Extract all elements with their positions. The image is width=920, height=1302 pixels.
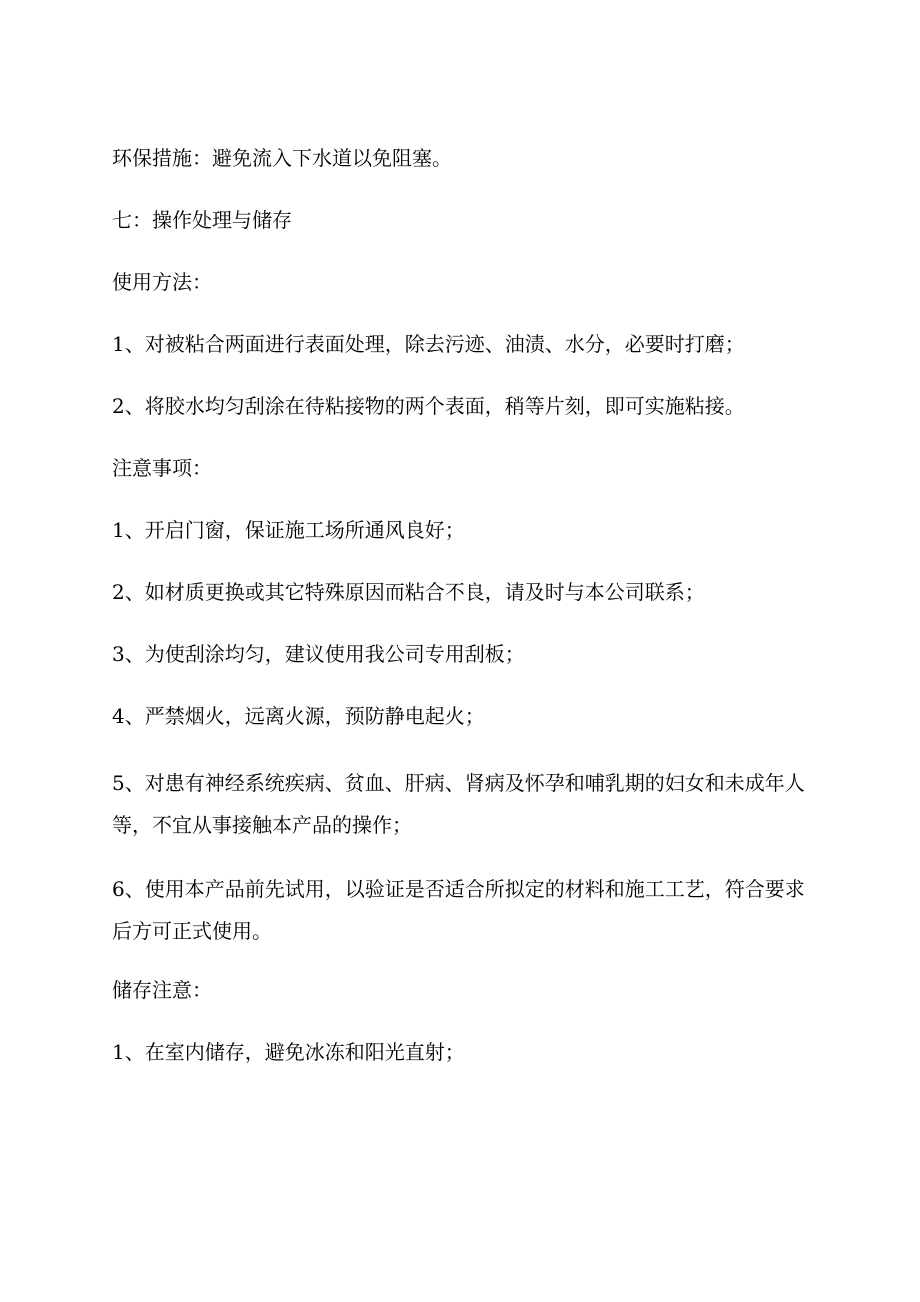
usage-method-heading: 使用方法： [112,270,212,294]
env-measures-paragraph: 环保措施：避免流入下水道以免阻塞。 [112,146,452,170]
usage-step-2: 2、将胶水均匀刮涂在待粘接物的两个表面，稍等片刻，即可实施粘接。 [112,394,745,418]
precaution-4: 4、严禁烟火，远离火源，预防静电起火； [112,704,485,728]
document-body [112,142,812,1098]
precaution-5: 5、对患有神经系统疾病、贫血、肝病、肾病及怀孕和哺乳期的妇女和未成年人等，不宜从事接触本产品的操作； [112,771,805,837]
precaution-6: 6、使用本产品前先试用，以验证是否适合所拟定的材料和施工工艺，符合要求后方可正式使用。 [112,877,805,943]
precaution-2: 2、如材质更换或其它特殊原因而粘合不良，请及时与本公司联系； [112,580,705,604]
storage-item-1: 1、在室内储存，避免冰冻和阳光直射； [112,1040,465,1064]
storage-heading: 储存注意： [112,978,212,1002]
precaution-1: 1、开启门窗，保证施工场所通风良好； [112,518,465,542]
section-heading-handling-storage: 七：操作处理与储存 [112,208,292,232]
precaution-3: 3、为使刮涂均匀，建议使用我公司专用刮板； [112,642,525,666]
usage-step-1: 1、对被粘合两面进行表面处理，除去污迹、油渍、水分，必要时打磨； [112,332,745,356]
precautions-heading: 注意事项： [112,456,212,480]
